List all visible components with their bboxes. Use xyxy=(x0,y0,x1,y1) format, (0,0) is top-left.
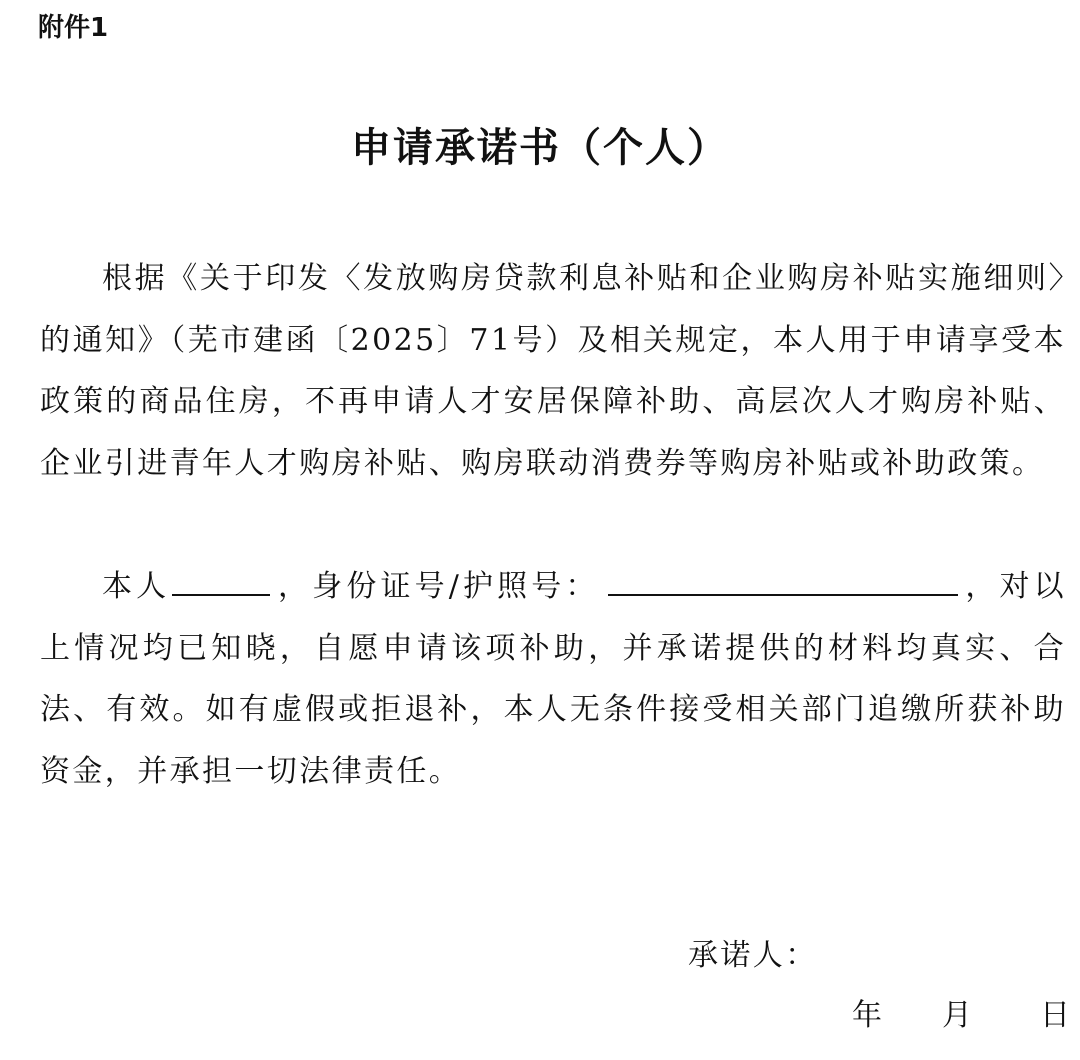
paragraph-commitment xyxy=(40,556,1066,802)
date-year-label: 年 xyxy=(852,998,882,1033)
date-day-label: 日 xyxy=(1040,998,1070,1033)
commitment-prefix: 本人 xyxy=(102,569,171,604)
id-number-blank-line[interactable] xyxy=(608,593,958,596)
name-blank-line[interactable] xyxy=(172,593,270,596)
promisor-label: 承诺人： xyxy=(688,938,818,973)
attachment-label: 附件1 xyxy=(38,13,109,43)
commitment-id-label: ，身份证号/护照号： xyxy=(276,569,600,604)
paragraph-policy-basis: 根据《关于印发〈发放购房贷款利息补贴和企业购房补贴实施细则〉的通知》（芜市建函〔2025〕71号）及相关规定，本人用于申请享受本政策的商品住房，不再申请人才安居保障补助、高层次人才购房补贴、企业引进青年人才购房补贴、购房联动消费券等购房补贴或补助政策。 xyxy=(40,261,1066,481)
document-title: 申请承诺书（个人） xyxy=(351,124,729,171)
date-month-label: 月 xyxy=(942,998,972,1033)
commitment-body: ，对以上情况均已知晓，自愿申请该项补助，并承诺提供的材料均真实、合法、有效。如有虚假或拒退补，本人无条件接受相关部门追缴所获补助资金，并承担一切法律责任。 xyxy=(40,569,1067,789)
